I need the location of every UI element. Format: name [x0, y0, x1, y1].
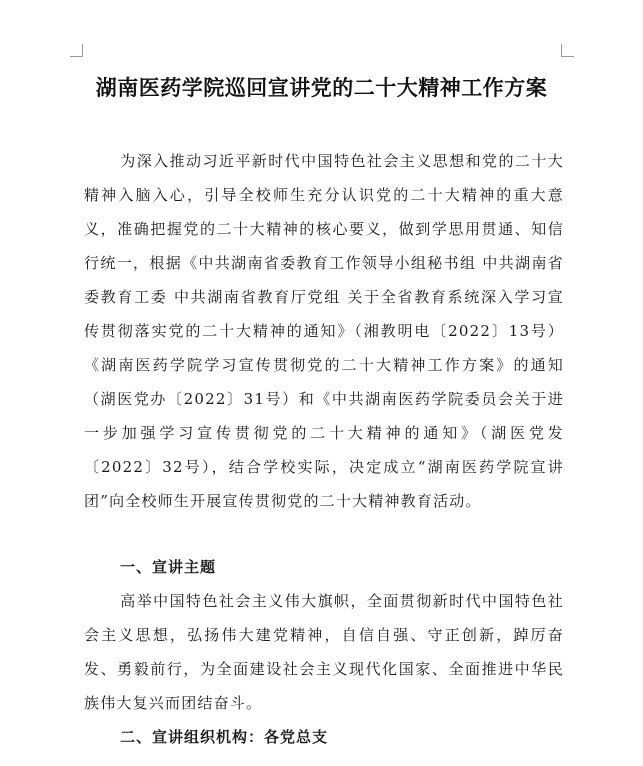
section2-heading: 二、宣讲组织机构：各党总支 [120, 728, 329, 746]
intro-paragraph [84, 144, 564, 518]
intro-text: 为深入推动习近平新时代中国特色社会主义思想和党的二十大精神入脑入心，引导全校师生充分认识党的二十大精神的重大意义，准确把握党的二十大精神的核心要义，做到学思用贯通、知信行统一，根据《中共湖南省委教育工作领导小组秘书组 中共湖南省委教育工委 中共湖南省教育厅党组 关于全省教育系统深入学习宣传贯彻落实党的二十大精神的通知》（湘教明电〔2022〕13号）《湖南医药学院学习宣传贯彻党的二十大精神工作方案》的通知（湖医党办〔2022〕31号）和《中共湖南医药学院委员会关于进一步加强学习宣传贯彻党的二十大精神的通知》（湖医党发〔2022〕32号），结合学校实际，决定成立“湖南医药学院宣讲团”向全校师生开展宣传贯彻党的二十大精神教育活动。 [84, 152, 564, 510]
crop-mark-top-left [70, 44, 83, 57]
crop-mark-top-right [561, 44, 574, 57]
section1-paragraph [84, 584, 564, 720]
section1-text: 高举中国特色社会主义伟大旗帜，全面贯彻新时代中国特色社会主义思想，弘扬伟大建党精神，自信自强、守正创新，踔厉奋发、勇毅前行，为全面建设社会主义现代化国家、全面推进中华民族伟大复兴而团结奋斗。 [84, 592, 564, 712]
section1-heading: 一、宣讲主题 [120, 558, 217, 576]
document-title: 湖南医药学院巡回宣讲党的二十大精神工作方案 [95, 76, 548, 100]
